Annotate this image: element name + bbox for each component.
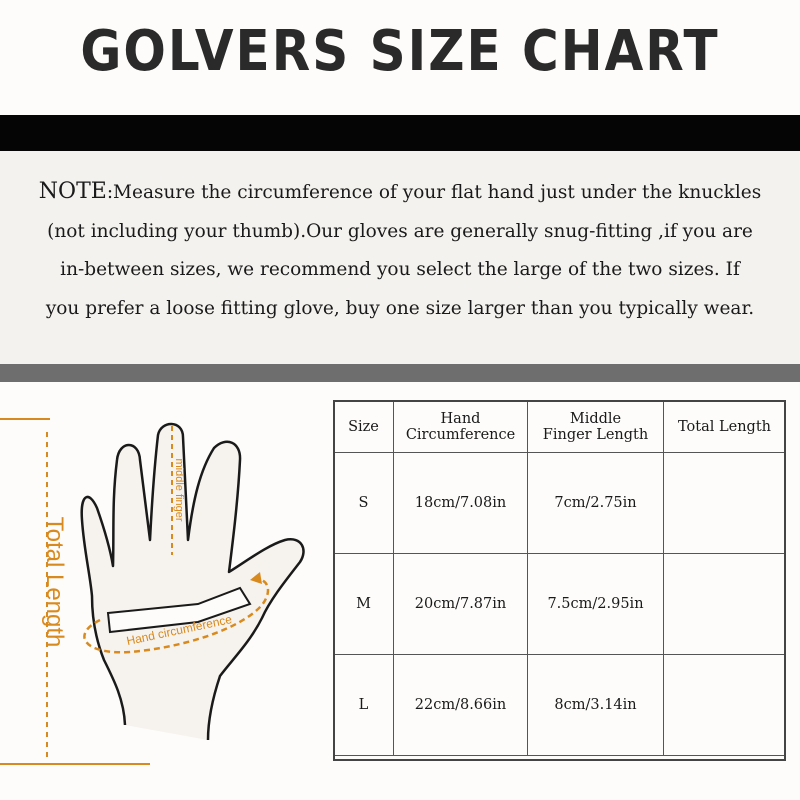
note-section [0, 151, 800, 364]
table-row [334, 453, 786, 554]
note-line-2: (not including your thumb).Our gloves are generally snug-fitting ,if you are [47, 220, 753, 242]
header-total-length: Total Length [664, 401, 786, 453]
cell-middle: 7.5cm/2.95in [528, 554, 664, 655]
header-middle-line-1: Middle [569, 410, 622, 427]
note-text [0, 173, 800, 328]
note-line-1: :Measure the circumference of your flat hand just under the knuckles [106, 182, 762, 203]
header-hand-line-1: Hand [440, 410, 481, 427]
header-hand-circumference [394, 401, 528, 453]
note-line-3: in-between sizes, we recommend you select the large of the two sizes. If [60, 259, 740, 280]
cell-middle: 8cm/3.14in [528, 655, 664, 756]
size-table [333, 400, 786, 756]
cell-hand: 18cm/7.08in [394, 453, 528, 554]
gray-divider-bar [0, 364, 800, 382]
middle-finger-label: middle finger [173, 458, 185, 522]
cell-total [664, 655, 786, 756]
divider-bar [0, 115, 800, 151]
hand-circumference-label: Hand circumference [125, 612, 234, 649]
cell-size: S [334, 453, 394, 554]
table-header-row [334, 401, 786, 453]
header-middle-line-2: Finger Length [542, 426, 649, 443]
cell-total [664, 554, 786, 655]
cell-total [664, 453, 786, 554]
hand-outline [82, 424, 304, 740]
table-row [334, 655, 786, 756]
cell-hand: 22cm/8.66in [394, 655, 528, 756]
header-middle-finger-length [528, 401, 664, 453]
header-size: Size [334, 401, 394, 453]
cell-hand: 20cm/7.87in [394, 554, 528, 655]
note-label: NOTE [38, 179, 107, 204]
cell-size: L [334, 655, 394, 756]
cell-size: M [334, 554, 394, 655]
title-area [0, 0, 800, 115]
hand-diagram [0, 382, 320, 800]
total-length-label: Total Length [41, 516, 68, 648]
header-hand-line-2: Circumference [405, 426, 516, 443]
table-row [334, 554, 786, 655]
hand-shape [82, 424, 304, 740]
page-title: GOLVERS SIZE CHART [80, 18, 720, 84]
note-line-4: you prefer a loose fitting glove, buy one size larger than you typically wear. [45, 297, 755, 319]
cell-middle: 7cm/2.75in [528, 453, 664, 554]
